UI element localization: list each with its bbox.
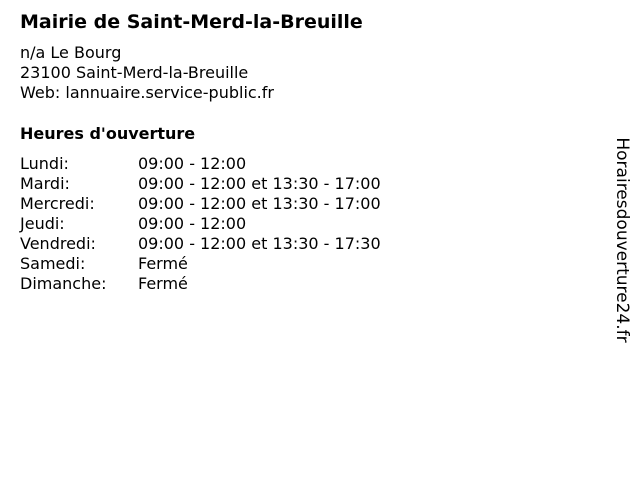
web-link[interactable]: lannuaire.service-public.fr: [65, 83, 274, 102]
hours-row-dimanche: [20, 274, 381, 294]
hours-value: 09:00 - 12:00 et 13:30 - 17:30: [138, 234, 381, 253]
opening-hours-heading: Heures d'ouverture: [20, 124, 196, 143]
hours-row-mercredi: [20, 194, 381, 214]
web-label: Web:: [20, 83, 61, 102]
day-label: Samedi:: [20, 254, 86, 273]
hours-value: 09:00 - 12:00: [138, 154, 247, 173]
day-label: Jeudi:: [20, 214, 65, 233]
site-watermark: Horairesdouverture24.fr: [612, 137, 632, 343]
hours-value: Fermé: [138, 274, 188, 293]
address-street: n/a Le Bourg: [20, 43, 122, 62]
hours-row-samedi: [20, 254, 381, 274]
hours-value: 09:00 - 12:00: [138, 214, 247, 233]
hours-row-lundi: [20, 154, 381, 174]
address-city: 23100 Saint-Merd-la-Breuille: [20, 63, 249, 82]
day-label: Mardi:: [20, 174, 70, 193]
hours-row-jeudi: [20, 214, 381, 234]
day-label: Mercredi:: [20, 194, 95, 213]
day-label: Vendredi:: [20, 234, 96, 253]
hours-value: Fermé: [138, 254, 188, 273]
day-label: Lundi:: [20, 154, 69, 173]
hours-row-vendredi: [20, 234, 381, 254]
opening-hours-table: [20, 154, 381, 294]
address-block: [20, 43, 274, 103]
hours-value: 09:00 - 12:00 et 13:30 - 17:00: [138, 174, 381, 193]
page-title: Mairie de Saint-Merd-la-Breuille: [20, 11, 363, 33]
address-web: [20, 83, 274, 103]
hours-value: 09:00 - 12:00 et 13:30 - 17:00: [138, 194, 381, 213]
hours-row-mardi: [20, 174, 381, 194]
day-label: Dimanche:: [20, 274, 107, 293]
